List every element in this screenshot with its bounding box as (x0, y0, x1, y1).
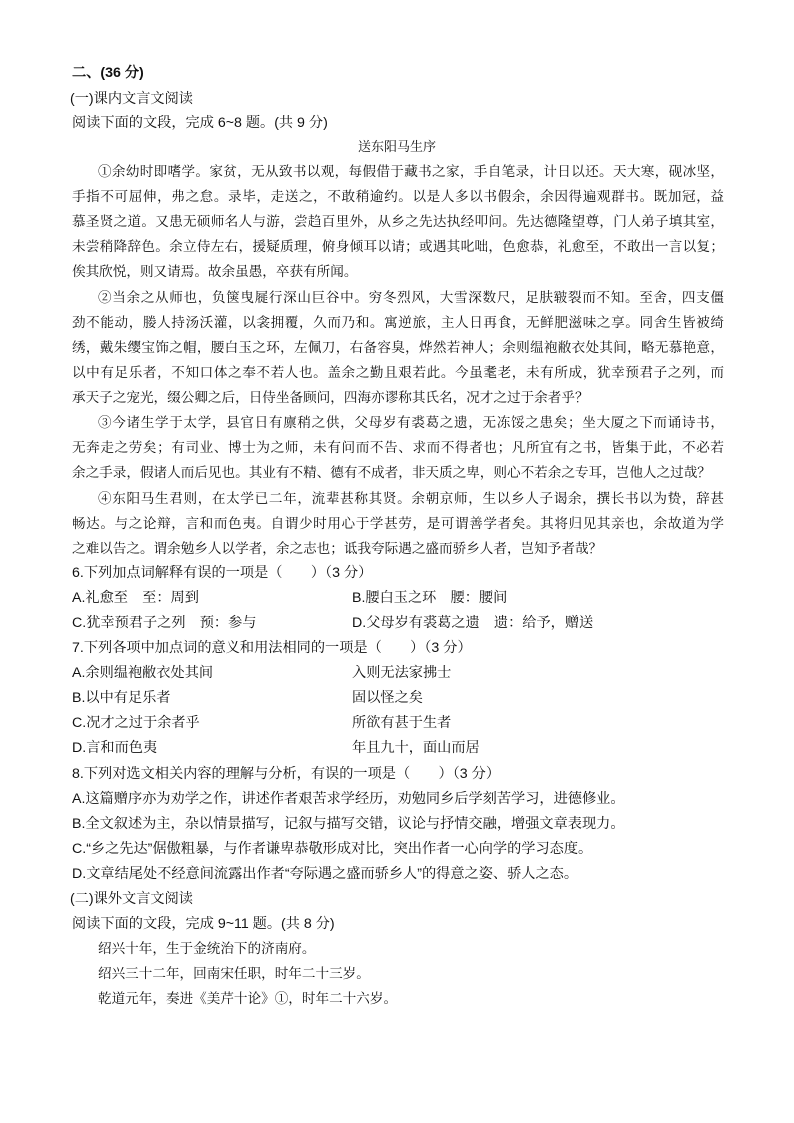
question-7-option: C.况才之过于余者乎 (72, 715, 200, 731)
question-7-option-compare: 入则无法家拂士 (352, 665, 452, 681)
question-7-option: B.以中有足乐者 (72, 690, 171, 706)
paragraph-2-line: 承天子之宠光，缀公卿之后，日侍坐备顾问，四海亦谬称其氏名，况才之过于余者乎？ (72, 390, 589, 406)
paragraph-4-line: 之难以告之。谓余勉乡人以学者，余之志也；诋我夸际遇之盛而骄乡人者，岂知予者哉？ (72, 541, 603, 557)
part1-instruction: 阅读下面的文段，完成 6~8 题。(共 9 分) (72, 115, 328, 131)
paragraph-1-line: ①余幼时即嗜学。家贫，无从致书以观，每假借于藏书之家，手自笔录，计日以还。天大寒，砚冰坚， (98, 164, 724, 180)
paragraph-1-line: 手指不可屈伸，弗之怠。录毕，走送之，不敢稍逾约。以是人多以书假余，余因得遍观群书。既加冠，益 (72, 189, 724, 205)
question-8-option: A.这篇赠序亦为劝学之作，讲述作者艰苦求学经历，劝勉同乡后学刻苦学习，进德修业。 (72, 791, 625, 807)
paragraph-1-line: 慕圣贤之道。又患无硕师名人与游，尝趋百里外，从乡之先达执经叩问。先达德隆望尊，门人弟子填其室， (72, 214, 724, 230)
question-6-option: C.犹幸预君子之列 预：参与 (72, 615, 257, 631)
question-6-option: B.腰白玉之环 腰：腰间 (352, 590, 508, 606)
question-8-option: B.全文叙述为主，杂以情景描写，记叙与描写交错，议论与抒情交融，增强文章表现力。 (72, 816, 625, 832)
question-7-stem: 7.下列各项中加点词的意义和用法相同的一项是（ ）（3 分） (72, 640, 472, 656)
question-8-option: D.文章结尾处不经意间流露出作者“夸际遇之盛而骄乡人”的得意之姿、骄人之态。 (72, 866, 579, 882)
part2-instruction: 阅读下面的文段，完成 9~11 题。(共 8 分) (72, 916, 335, 932)
question-7-option: D.言和而色夷 (72, 740, 158, 756)
part2-text-line: 绍兴十年，生于金统治下的济南府。 (98, 941, 316, 957)
paragraph-3-line: 无奔走之劳矣；有司业、博士为之师，未有问而不告、求而不得者也；凡所宜有之书，皆集于此，不必若 (72, 440, 724, 456)
question-7-option-compare: 固以怪之矣 (352, 690, 423, 706)
paragraph-1-line: 未尝稍降辞色。余立侍左右，援疑质理，俯身倾耳以请；或遇其叱咄，色愈恭，礼愈至，不敢出一言以复； (72, 239, 724, 255)
paragraph-3-line: ③今诸生学于太学，县官日有廪稍之供，父母岁有裘葛之遗，无冻馁之患矣；坐大厦之下而诵诗书， (98, 415, 724, 431)
paragraph-2-line: 以中有足乐者，不知口体之奉不若人也。盖余之勤且艰若此。今虽耄老，未有所成，犹幸预君子之列，而 (72, 365, 724, 381)
question-6-option: A.礼愈至 至：周到 (72, 590, 199, 606)
paragraph-3-line: 余之手录，假诸人而后见也。其业有不精、德有不成者，非天质之卑，则心不若余之专耳，岂他人之过哉？ (72, 465, 711, 481)
question-6-stem: 6.下列加点词解释有误的一项是（ ）（3 分） (72, 565, 373, 581)
paragraph-4-line: 畅达。与之论辩，言和而色夷。自谓少时用心于学甚劳，是可谓善学者矣。其将归见其亲也，余故道为学 (72, 516, 724, 532)
paragraph-4-line: ④东阳马生君则，在太学已二年，流辈甚称其贤。余朝京师，生以乡人子谒余，撰长书以为贽，辞甚 (98, 491, 724, 507)
part2-text-line: 乾道元年，奏进《美芹十论》①，时年二十六岁。 (98, 991, 398, 1007)
question-6-option: D.父母岁有裘葛之遗 遗：给予，赠送 (352, 615, 594, 631)
paragraph-2-line: ②当余之从师也，负箧曳屣行深山巨谷中。穷冬烈风，大雪深数尺，足肤皲裂而不知。至舍，四支僵 (98, 290, 724, 306)
question-7-option-compare: 年且九十，面山而居 (352, 740, 480, 756)
question-7-option: A.余则缊袍敝衣处其间 (72, 665, 214, 681)
part1-heading: (一)课内文言文阅读 (70, 91, 193, 107)
section-title: 二、(36 分) (72, 65, 144, 81)
paragraph-2-line: 劲不能动，媵人持汤沃灌，以衾拥覆，久而乃和。寓逆旅，主人日再食，无鲜肥滋味之享。同舍生皆被绮 (72, 315, 724, 331)
part2-text-line: 绍兴三十二年，回南宋任职，时年二十三岁。 (98, 966, 370, 982)
question-8-option: C.“乡之先达”倨傲粗暴，与作者谦卑恭敬形成对比，突出作者一心向学的学习态度。 (72, 841, 593, 857)
question-8-stem: 8.下列对选文相关内容的理解与分析，有误的一项是（ ）（3 分） (72, 766, 501, 782)
paragraph-2-line: 绣，戴朱缨宝饰之帽，腰白玉之环，左佩刀，右备容臭，烨然若神人；余则缊袍敝衣处其间，略无慕艳意， (72, 340, 724, 356)
question-7-option-compare: 所欲有甚于生者 (352, 715, 452, 731)
paragraph-1-line: 俟其欣悦，则又请焉。故余虽愚，卒获有所闻。 (72, 264, 358, 280)
article-title: 送东阳马生序 (357, 140, 436, 155)
part2-heading: (二)课外文言文阅读 (70, 891, 193, 907)
